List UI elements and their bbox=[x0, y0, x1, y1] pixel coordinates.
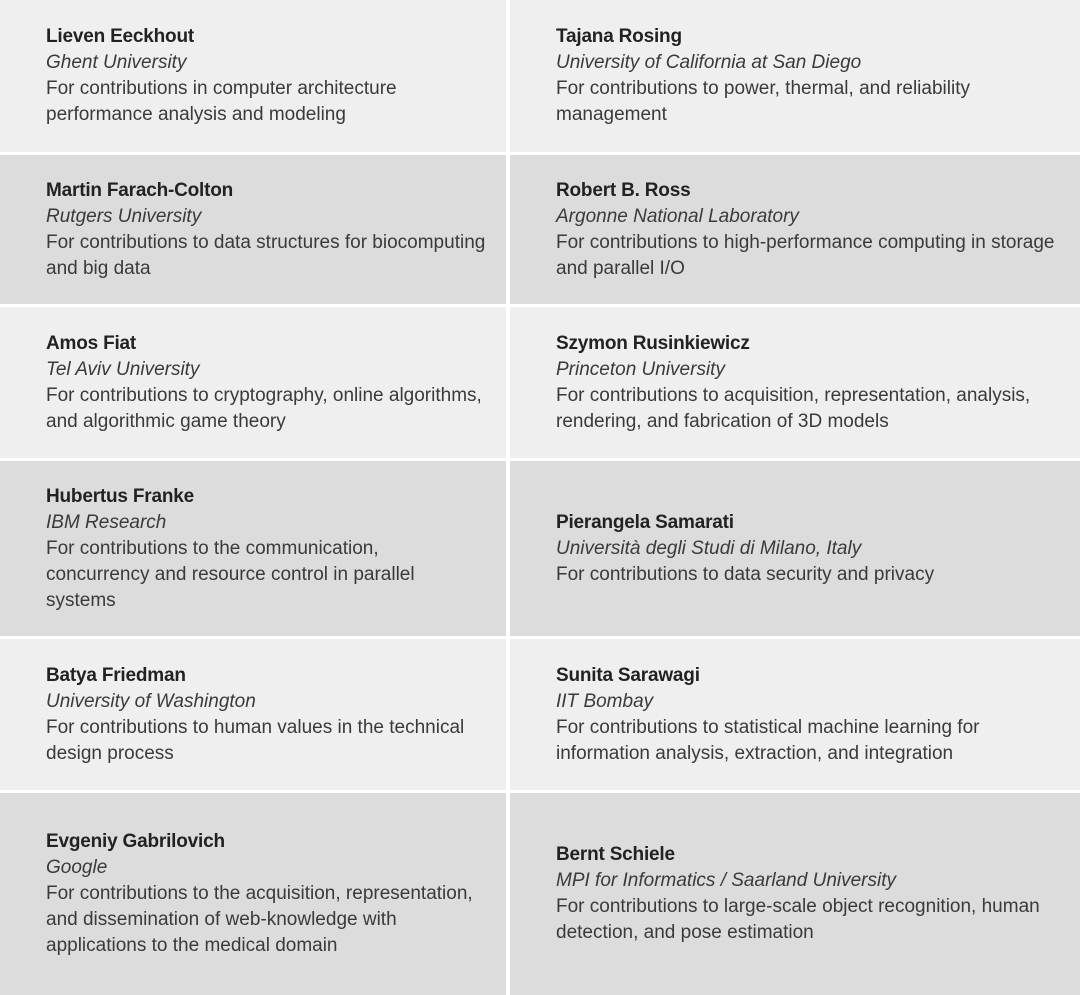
fellow-cell bbox=[510, 639, 1080, 790]
table-row bbox=[0, 793, 1080, 995]
fellow-affiliation: Tel Aviv University bbox=[46, 358, 200, 380]
fellow-affiliation: Ghent University bbox=[46, 52, 187, 73]
fellow-affiliation: University of California at San Diego bbox=[556, 52, 862, 73]
fellow-cell bbox=[0, 307, 506, 458]
fellow-citation: For contributions to high-performance computing in storage and parallel I/O bbox=[556, 231, 1055, 279]
fellow-name: Amos Fiat bbox=[46, 332, 137, 354]
fellow-citation: For contributions to data structures for biocomputing and big data bbox=[46, 231, 486, 279]
fellow-cell bbox=[0, 461, 506, 636]
fellow-name: Martin Farach-Colton bbox=[46, 179, 234, 201]
fellow-citation: For contributions to human values in the technical design process bbox=[46, 716, 465, 764]
fellow-affiliation: Princeton University bbox=[556, 358, 725, 380]
fellow-cell bbox=[510, 307, 1080, 458]
fellow-affiliation: Rutgers University bbox=[46, 205, 202, 227]
fellow-citation: For contributions in computer architecture performance analysis and modeling bbox=[46, 78, 397, 125]
fellow-cell bbox=[510, 155, 1080, 304]
fellow-citation: For contributions to acquisition, representation, analysis, rendering, and fabrication of 3D models bbox=[556, 384, 1031, 432]
fellow-citation: For contributions to the acquisition, representation, and dissemination of web-knowledge with applications to the medical domain bbox=[46, 883, 473, 956]
fellow-affiliation: Google bbox=[46, 857, 108, 878]
fellow-citation: For contributions to cryptography, online algorithms, and algorithmic game theory bbox=[46, 384, 482, 432]
fellow-affiliation: IBM Research bbox=[46, 511, 167, 533]
fellow-citation: For contributions to large-scale object recognition, human detection, and pose estimation bbox=[556, 896, 1040, 943]
fellow-name: Bernt Schiele bbox=[556, 844, 675, 865]
fellow-affiliation: IIT Bombay bbox=[556, 690, 654, 712]
fellow-name: Hubertus Franke bbox=[46, 485, 194, 507]
fellow-name: Robert B. Ross bbox=[556, 179, 691, 201]
fellow-cell bbox=[510, 461, 1080, 636]
fellow-cell bbox=[0, 639, 506, 790]
table-row bbox=[0, 0, 1080, 152]
table-row bbox=[0, 639, 1080, 790]
fellow-name: Pierangela Samarati bbox=[556, 511, 734, 533]
fellow-name: Lieven Eeckhout bbox=[46, 26, 194, 47]
fellow-affiliation: Argonne National Laboratory bbox=[556, 205, 799, 227]
fellow-cell bbox=[510, 0, 1080, 152]
fellow-name: Batya Friedman bbox=[46, 664, 186, 686]
fellow-name: Sunita Sarawagi bbox=[556, 664, 700, 686]
table-row bbox=[0, 307, 1080, 458]
fellow-cell bbox=[0, 0, 506, 152]
fellow-name: Tajana Rosing bbox=[556, 26, 682, 47]
fellow-name: Evgeniy Gabrilovich bbox=[46, 831, 225, 852]
fellow-citation: For contributions to statistical machine learning for information analysis, extraction, and integration bbox=[556, 716, 980, 764]
fellow-affiliation: MPI for Informatics / Saarland University bbox=[556, 870, 896, 891]
table-row bbox=[0, 461, 1080, 636]
fellow-cell bbox=[0, 793, 506, 995]
fellow-citation: For contributions to power, thermal, and reliability management bbox=[556, 78, 970, 125]
fellow-citation: For contributions to the communication, concurrency and resource control in parallel systems bbox=[46, 537, 415, 611]
fellow-affiliation: University of Washington bbox=[46, 690, 256, 712]
fellow-affiliation: Università degli Studi di Milano, Italy bbox=[556, 537, 862, 559]
fellow-name: Szymon Rusinkiewicz bbox=[556, 332, 750, 354]
fellow-cell bbox=[510, 793, 1080, 995]
fellow-citation: For contributions to data security and privacy bbox=[556, 563, 935, 585]
fellow-cell bbox=[0, 155, 506, 304]
table-row bbox=[0, 155, 1080, 304]
